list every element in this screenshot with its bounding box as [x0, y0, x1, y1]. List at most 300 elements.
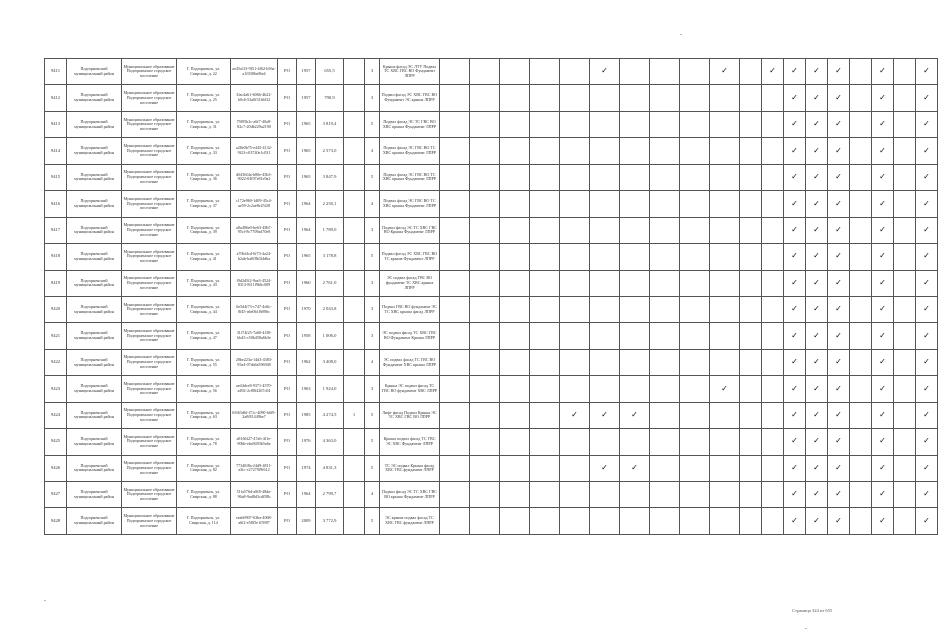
entity-cell: Муниципальное образование Подгорненское городское поселение: [122, 323, 177, 349]
area-cell: 3 819,4: [316, 111, 344, 137]
empty-cell: [470, 482, 500, 508]
empty-cell: [740, 402, 762, 428]
checkmark-icon: ✓: [828, 244, 850, 270]
year-cell: 2009: [297, 508, 316, 534]
lifts-cell: [344, 296, 365, 322]
empty-cell: [560, 455, 590, 481]
works-cell: Крыша фасад ЭС ЛТУ Подвал ТС ХВС ГВС ВО Фундамент ЛПРР: [380, 59, 440, 85]
checkmark-icon: ✓: [806, 402, 828, 428]
empty-cell: [894, 349, 916, 375]
empty-cell: [440, 429, 470, 455]
empty-cell: [560, 244, 590, 270]
checkmark-icon: ✓: [710, 59, 740, 85]
empty-cell: [440, 191, 470, 217]
year-cell: 1976: [297, 429, 316, 455]
empty-cell: [650, 111, 680, 137]
empty-cell: [590, 85, 620, 111]
empty-cell: [440, 164, 470, 190]
empty-cell: [710, 191, 740, 217]
works-cell: Подвал фасад ЭС ТС ХВС ГВС ВО крыша Фундамент ЛПРР: [380, 482, 440, 508]
empty-cell: [894, 296, 916, 322]
empty-cell: [530, 244, 560, 270]
empty-cell: [762, 376, 784, 402]
empty-cell: [894, 59, 916, 85]
checkmark-icon: ✓: [784, 349, 806, 375]
fias-code-cell: ae44dce8-9371-4570-a492-2c88f4267c04: [231, 376, 278, 402]
empty-cell: [620, 323, 650, 349]
area-cell: 1 789,0: [316, 217, 344, 243]
checkmark-icon: ✓: [828, 85, 850, 111]
district-cell: Подгорненский муниципальный район: [67, 482, 122, 508]
row-id: 9422: [45, 349, 67, 375]
district-cell: Подгорненский муниципальный район: [67, 217, 122, 243]
floors-cell: 5: [365, 429, 380, 455]
checkmark-icon: ✓: [806, 191, 828, 217]
empty-cell: [500, 59, 530, 85]
checkmark-icon: ✓: [784, 296, 806, 322]
empty-cell: [850, 508, 872, 534]
checkmark-icon: ✓: [784, 323, 806, 349]
empty-cell: [850, 455, 872, 481]
lifts-cell: [344, 508, 365, 534]
empty-cell: [762, 111, 784, 137]
area-cell: 4 363,0: [316, 429, 344, 455]
empty-cell: [894, 270, 916, 296]
row-id: 9423: [45, 376, 67, 402]
area-cell: 2 043,8: [316, 296, 344, 322]
checkmark-icon: ✓: [806, 59, 828, 85]
empty-cell: [894, 164, 916, 190]
empty-cell: [740, 296, 762, 322]
row-id: 9411: [45, 59, 67, 85]
floors-cell: 3: [365, 59, 380, 85]
checkmark-icon: ✓: [784, 164, 806, 190]
empty-cell: [620, 59, 650, 85]
empty-cell: [440, 508, 470, 534]
district-cell: Подгорненский муниципальный район: [67, 85, 122, 111]
checkmark-icon: ✓: [916, 217, 938, 243]
empty-cell: [740, 191, 762, 217]
empty-cell: [590, 164, 620, 190]
type-cell: РО: [278, 164, 297, 190]
empty-cell: [500, 508, 530, 534]
checkmark-icon: ✓: [872, 191, 894, 217]
fias-code-cell: 51fa576d-a8f8-48da-96a8-9ad8d3cdf58b: [231, 482, 278, 508]
year-cell: 1964: [297, 482, 316, 508]
empty-cell: [560, 59, 590, 85]
type-cell: РО: [278, 376, 297, 402]
empty-cell: [440, 323, 470, 349]
empty-cell: [560, 296, 590, 322]
floors-cell: 3: [365, 217, 380, 243]
empty-cell: [590, 217, 620, 243]
year-cell: 1964: [297, 217, 316, 243]
address-cell: Г. Подгорненск, ул. Свирская, д. 78: [177, 429, 231, 455]
checkmark-icon: ✓: [762, 59, 784, 85]
empty-cell: [560, 323, 590, 349]
empty-cell: [590, 111, 620, 137]
empty-cell: [560, 376, 590, 402]
empty-cell: [680, 164, 710, 190]
empty-cell: [680, 349, 710, 375]
table-row: [45, 85, 938, 111]
empty-cell: [650, 138, 680, 164]
empty-cell: [762, 164, 784, 190]
empty-cell: [500, 270, 530, 296]
capital-repair-table: [44, 58, 938, 535]
district-cell: Подгорненский муниципальный район: [67, 244, 122, 270]
type-cell: РО: [278, 191, 297, 217]
empty-cell: [762, 191, 784, 217]
empty-cell: [470, 429, 500, 455]
empty-cell: [710, 164, 740, 190]
empty-cell: [530, 376, 560, 402]
empty-cell: [470, 85, 500, 111]
checkmark-icon: ✓: [784, 270, 806, 296]
checkmark-icon: ✓: [916, 323, 938, 349]
works-cell: Крыша ЭС подвал фасад ТС ГВС ВО фундамент ХВС ЛПРР: [380, 376, 440, 402]
empty-cell: [650, 376, 680, 402]
floors-cell: 3: [365, 376, 380, 402]
works-cell: Подвал фасад ЭС ТС ГВС ВО ХВС крыша Фундамент ЛПРР: [380, 111, 440, 137]
empty-cell: [740, 270, 762, 296]
empty-cell: [500, 164, 530, 190]
address-cell: Г. Подгорненск, ул. Свирская, д. 56: [177, 376, 231, 402]
checkmark-icon: ✓: [806, 482, 828, 508]
year-cell: 1960: [297, 270, 316, 296]
entity-cell: Муниципальное образование Подгорненское городское поселение: [122, 482, 177, 508]
works-cell: Лифт фасад Подвал Крыша ЭС ТС ХВС ГВС ВО ЛПРР: [380, 402, 440, 428]
empty-cell: [762, 349, 784, 375]
checkmark-icon: ✓: [806, 429, 828, 455]
empty-cell: [470, 323, 500, 349]
area-cell: 1 924,0: [316, 376, 344, 402]
empty-cell: [620, 296, 650, 322]
checkmark-icon: ✓: [620, 402, 650, 428]
empty-cell: [650, 270, 680, 296]
empty-cell: [850, 191, 872, 217]
empty-cell: [894, 376, 916, 402]
entity-cell: Муниципальное образование Подгорненское городское поселение: [122, 402, 177, 428]
empty-cell: [740, 429, 762, 455]
empty-cell: [710, 349, 740, 375]
empty-cell: [650, 323, 680, 349]
area-cell: 3 178,8: [316, 244, 344, 270]
checkmark-icon: ✓: [784, 59, 806, 85]
empty-cell: [650, 296, 680, 322]
floors-cell: 3: [365, 270, 380, 296]
empty-cell: [440, 270, 470, 296]
empty-cell: [762, 402, 784, 428]
floors-cell: 3: [365, 85, 380, 111]
empty-cell: [530, 138, 560, 164]
area-cell: 2 573,0: [316, 138, 344, 164]
empty-cell: [680, 244, 710, 270]
area-cell: 1 006,0: [316, 323, 344, 349]
row-id: 9421: [45, 323, 67, 349]
works-cell: Подвал фасад ЭС ГВС ВО ТС ХВС крыша Фундамент ЛПРР: [380, 191, 440, 217]
checkmark-icon: ✓: [916, 376, 938, 402]
checkmark-icon: ✓: [828, 455, 850, 481]
entity-cell: Муниципальное образование Подгорненское городское поселение: [122, 244, 177, 270]
fias-code-cell: 79f95b2c-a6f7-40a8-82c7-20db229a2190: [231, 111, 278, 137]
empty-cell: [440, 349, 470, 375]
empty-cell: [530, 402, 560, 428]
checkmark-icon: ✓: [806, 508, 828, 534]
year-cell: 1965: [297, 111, 316, 137]
checkmark-icon: ✓: [828, 402, 850, 428]
empty-cell: [470, 270, 500, 296]
checkmark-icon: ✓: [806, 455, 828, 481]
empty-cell: [470, 349, 500, 375]
empty-cell: [710, 508, 740, 534]
table-row: [45, 429, 938, 455]
empty-cell: [500, 244, 530, 270]
empty-cell: [530, 217, 560, 243]
floors-cell: 4: [365, 349, 380, 375]
lifts-cell: [344, 138, 365, 164]
row-id: 9415: [45, 164, 67, 190]
fias-code-cell: a8166f27-47a6-4f1e-90bb-eba9493b5a6e: [231, 429, 278, 455]
empty-cell: [620, 482, 650, 508]
checkmark-icon: ✓: [872, 296, 894, 322]
works-cell: ЭС крыша подвал фасад ТС ХВС ГВС фундамент ЛПРР: [380, 508, 440, 534]
empty-cell: [530, 59, 560, 85]
row-id: 9419: [45, 270, 67, 296]
year-cell: 1985: [297, 402, 316, 428]
empty-cell: [500, 111, 530, 137]
empty-cell: [710, 244, 740, 270]
fias-code-cell: d0436f4a-b80e-45b3-9022-04f97e81e9a2: [231, 164, 278, 190]
scan-speck: [805, 628, 807, 629]
empty-cell: [740, 323, 762, 349]
entity-cell: Муниципальное образование Подгорненское городское поселение: [122, 59, 177, 85]
empty-cell: [850, 376, 872, 402]
table-row: [45, 349, 938, 375]
works-cell: ТС ЭС подвал Крыша фасад ХВС ГВС фундамент ЛПРР: [380, 455, 440, 481]
table-row: [45, 270, 938, 296]
empty-cell: [740, 217, 762, 243]
empty-cell: [530, 296, 560, 322]
empty-cell: [590, 296, 620, 322]
empty-cell: [500, 85, 530, 111]
empty-cell: [440, 455, 470, 481]
empty-cell: [850, 349, 872, 375]
checkmark-icon: ✓: [590, 455, 620, 481]
checkmark-icon: ✓: [916, 164, 938, 190]
address-cell: Г. Подгорненск, ул. Свирская, д. 22: [177, 59, 231, 85]
empty-cell: [470, 217, 500, 243]
table-row: [45, 217, 938, 243]
empty-cell: [680, 482, 710, 508]
empty-cell: [620, 376, 650, 402]
row-id: 9424: [45, 402, 67, 428]
year-cell: 1970: [297, 296, 316, 322]
floors-cell: 5: [365, 455, 380, 481]
empty-cell: [590, 482, 620, 508]
table-row: [45, 508, 938, 534]
empty-cell: [740, 138, 762, 164]
empty-cell: [470, 296, 500, 322]
empty-cell: [850, 323, 872, 349]
works-cell: ЭС подвал фасад ГВС ВО фундамент ТС ХВС крыша ЛПРР: [380, 270, 440, 296]
empty-cell: [710, 482, 740, 508]
fias-code-cell: f9d2d5f2-9ae3-4524-8313-8f11f9b6c009: [231, 270, 278, 296]
empty-cell: [530, 111, 560, 137]
checkmark-icon: ✓: [872, 217, 894, 243]
year-cell: 1974: [297, 455, 316, 481]
empty-cell: [470, 138, 500, 164]
empty-cell: [530, 85, 560, 111]
checkmark-icon: ✓: [806, 111, 828, 137]
lifts-cell: [344, 429, 365, 455]
empty-cell: [530, 323, 560, 349]
checkmark-icon: ✓: [916, 270, 938, 296]
year-cell: 1958: [297, 323, 316, 349]
checkmark-icon: ✓: [828, 376, 850, 402]
empty-cell: [710, 111, 740, 137]
lifts-cell: [344, 164, 365, 190]
empty-cell: [500, 349, 530, 375]
empty-cell: [710, 323, 740, 349]
empty-cell: [650, 402, 680, 428]
empty-cell: [590, 138, 620, 164]
district-cell: Подгорненский муниципальный район: [67, 270, 122, 296]
checkmark-icon: ✓: [916, 59, 938, 85]
district-cell: Подгорненский муниципальный район: [67, 349, 122, 375]
checkmark-icon: ✓: [784, 508, 806, 534]
fias-code-cell: 28be223a-14d3-4383-95a4-07ab6a596948: [231, 349, 278, 375]
checkmark-icon: ✓: [872, 138, 894, 164]
empty-cell: [500, 455, 530, 481]
empty-cell: [620, 349, 650, 375]
empty-cell: [650, 455, 680, 481]
checkmark-icon: ✓: [828, 508, 850, 534]
district-cell: Подгорненский муниципальный район: [67, 59, 122, 85]
district-cell: Подгорненский муниципальный район: [67, 402, 122, 428]
checkmark-icon: ✓: [806, 296, 828, 322]
empty-cell: [500, 217, 530, 243]
fias-code-cell: a28e0b75-e445-4132-9f23-c03740e1c031: [231, 138, 278, 164]
row-id: 9428: [45, 508, 67, 534]
empty-cell: [710, 138, 740, 164]
empty-cell: [440, 59, 470, 85]
empty-cell: [590, 323, 620, 349]
lifts-cell: [344, 270, 365, 296]
lifts-cell: [344, 482, 365, 508]
area-cell: 2 761,0: [316, 270, 344, 296]
empty-cell: [710, 270, 740, 296]
type-cell: РО: [278, 429, 297, 455]
entity-cell: Муниципальное образование Подгорненское городское поселение: [122, 296, 177, 322]
type-cell: РО: [278, 85, 297, 111]
empty-cell: [440, 85, 470, 111]
empty-cell: [590, 349, 620, 375]
empty-cell: [590, 508, 620, 534]
empty-cell: [850, 296, 872, 322]
checkmark-icon: ✓: [872, 429, 894, 455]
entity-cell: Муниципальное образование Подгорненское городское поселение: [122, 85, 177, 111]
empty-cell: [470, 376, 500, 402]
type-cell: РО: [278, 138, 297, 164]
row-id: 9418: [45, 244, 67, 270]
empty-cell: [440, 296, 470, 322]
table-row: [45, 111, 938, 137]
year-cell: 1964: [297, 191, 316, 217]
floors-cell: 5: [365, 164, 380, 190]
fias-code-cell: a70bf4cd-6f73-4a24-b2ab-ba0f8b3f4dba: [231, 244, 278, 270]
address-cell: Г. Подгорненск, ул. Свирская, д. 43: [177, 270, 231, 296]
empty-cell: [530, 164, 560, 190]
entity-cell: Муниципальное образование Подгорненское городское поселение: [122, 138, 177, 164]
address-cell: Г. Подгорненск, ул. Свирская, д. 82: [177, 455, 231, 481]
checkmark-icon: ✓: [806, 217, 828, 243]
empty-cell: [680, 508, 710, 534]
checkmark-icon: ✓: [784, 138, 806, 164]
area-cell: 2 250,1: [316, 191, 344, 217]
empty-cell: [560, 429, 590, 455]
empty-cell: [894, 85, 916, 111]
lifts-cell: [344, 191, 365, 217]
empty-cell: [620, 270, 650, 296]
empty-cell: [590, 270, 620, 296]
empty-cell: [560, 164, 590, 190]
address-cell: Г. Подгорненск, ул. Свирская, д. 25: [177, 85, 231, 111]
area-cell: 3 408,0: [316, 349, 344, 375]
checkmark-icon: ✓: [784, 191, 806, 217]
district-cell: Подгорненский муниципальный район: [67, 508, 122, 534]
empty-cell: [440, 376, 470, 402]
checkmark-icon: ✓: [806, 323, 828, 349]
checkmark-icon: ✓: [784, 244, 806, 270]
empty-cell: [530, 191, 560, 217]
empty-cell: [620, 138, 650, 164]
entity-cell: Муниципальное образование Подгорненское городское поселение: [122, 217, 177, 243]
empty-cell: [762, 455, 784, 481]
checkmark-icon: ✓: [872, 164, 894, 190]
checkmark-icon: ✓: [784, 376, 806, 402]
table-body: [45, 59, 938, 535]
area-cell: 4 274,5: [316, 402, 344, 428]
empty-cell: [470, 455, 500, 481]
empty-cell: [850, 59, 872, 85]
lifts-cell: [344, 111, 365, 137]
empty-cell: [850, 244, 872, 270]
empty-cell: [560, 270, 590, 296]
empty-cell: [500, 323, 530, 349]
fias-code-cell: 77340f8a-24d9-4811-a3fc-c27279f9f612: [231, 455, 278, 481]
empty-cell: [500, 376, 530, 402]
empty-cell: [650, 85, 680, 111]
empty-cell: [680, 376, 710, 402]
works-cell: Крыша подвал фасад ТС ГВС ЭС ХВС Фундамент ЛПРР: [380, 429, 440, 455]
entity-cell: Муниципальное образование Подгорненское городское поселение: [122, 164, 177, 190]
empty-cell: [740, 376, 762, 402]
checkmark-icon: ✓: [784, 85, 806, 111]
empty-cell: [894, 482, 916, 508]
checkmark-icon: ✓: [828, 164, 850, 190]
floors-cell: 3: [365, 296, 380, 322]
type-cell: РО: [278, 323, 297, 349]
checkmark-icon: ✓: [806, 138, 828, 164]
address-cell: Г. Подгорненск, ул. Свирская, д. 44: [177, 296, 231, 322]
empty-cell: [740, 455, 762, 481]
fias-code-cell: a8a496e0-be63-48b7-95cf-8c7709ad70e8: [231, 217, 278, 243]
page-footer: Страница 324 из 655: [792, 608, 833, 613]
empty-cell: [650, 217, 680, 243]
checkmark-icon: ✓: [872, 244, 894, 270]
table-row: [45, 482, 938, 508]
